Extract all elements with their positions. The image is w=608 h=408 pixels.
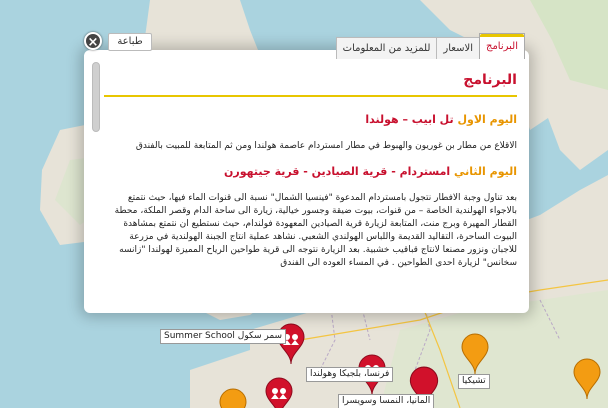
day-2-text: بعد تناول وجبة الافطار نتجول بامستردام المدعوة "فينسيا الشمال" نسبة الى قنوات الماء فيها، حيث نتمتع بالاجواء الهولندية الخاصة – من قنوات، بيوت ضيقة وجسور خيالية، زيارة الى ساحة الدام وقصر الملكة، محطة القطار المهيرة وبرج منت، المتابعة لزيارة قرية الصيادين المعهودة فولندام، حيث نستطيع ان نتمتع بمشاهدة البيوت الساحرة، التقاليد القديمة واللباس الهولندي الشعبي. نشاهد عملية انتاج الجبنة الهولندية في مزرعة للاجبان ونزور مصنعا لانتاج قباقيب خشبية. بعد الزيارة نتوجه الى قرية طواحين الرياح المميزة لهولندا "زانسه سخانس" لزيارة احدى الطواحين . في المساء العوده الى الفندق bbox=[114, 193, 517, 268]
program-marker-south-west[interactable] bbox=[218, 388, 248, 408]
program-marker-france-2[interactable] bbox=[264, 377, 294, 408]
day-1-label: اليوم الاول bbox=[457, 113, 517, 126]
day-2-label: اليوم الثاني bbox=[454, 165, 517, 178]
map-label-summer-school[interactable]: سمر سكول Summer School bbox=[160, 329, 286, 344]
popup-scrollbar[interactable] bbox=[92, 62, 100, 132]
day-2-place: امستردام - قرية الصيادين - قرية جيتهورن bbox=[223, 165, 451, 178]
program-popup bbox=[84, 50, 529, 313]
popup-title: البرنامج bbox=[104, 72, 517, 97]
tab-more-info[interactable]: للمزيد من المعلومات bbox=[336, 37, 438, 59]
day-1-text: الاقلاع من مطار بن غوريون والهبوط في مطار امستردام عاصمة هولندا ومن ثم المتابعة للمبيت بالفندق bbox=[135, 141, 517, 151]
tab-prices[interactable]: الاسعار bbox=[436, 37, 480, 59]
program-marker-czech[interactable] bbox=[460, 333, 490, 375]
print-button[interactable]: طباعة bbox=[108, 33, 152, 51]
day-2-heading bbox=[104, 165, 517, 178]
tab-program[interactable]: البرنامج bbox=[479, 33, 525, 59]
popup-content bbox=[104, 72, 517, 305]
close-icon[interactable]: × bbox=[84, 32, 102, 50]
day-1-place: تل ابيب – هولندا bbox=[365, 113, 454, 126]
map-label-france-belgium-netherlands[interactable]: فرنسا، بلجيكا وهولندا bbox=[306, 367, 393, 382]
day-1-heading bbox=[104, 113, 517, 126]
map-label-czech[interactable]: تشيكيا bbox=[458, 374, 490, 389]
popup-tabs bbox=[337, 33, 525, 59]
map-label-germany-austria-switzerland[interactable]: المانيا، النمسا وسويسرا bbox=[338, 394, 434, 408]
program-marker-east[interactable] bbox=[572, 358, 602, 400]
